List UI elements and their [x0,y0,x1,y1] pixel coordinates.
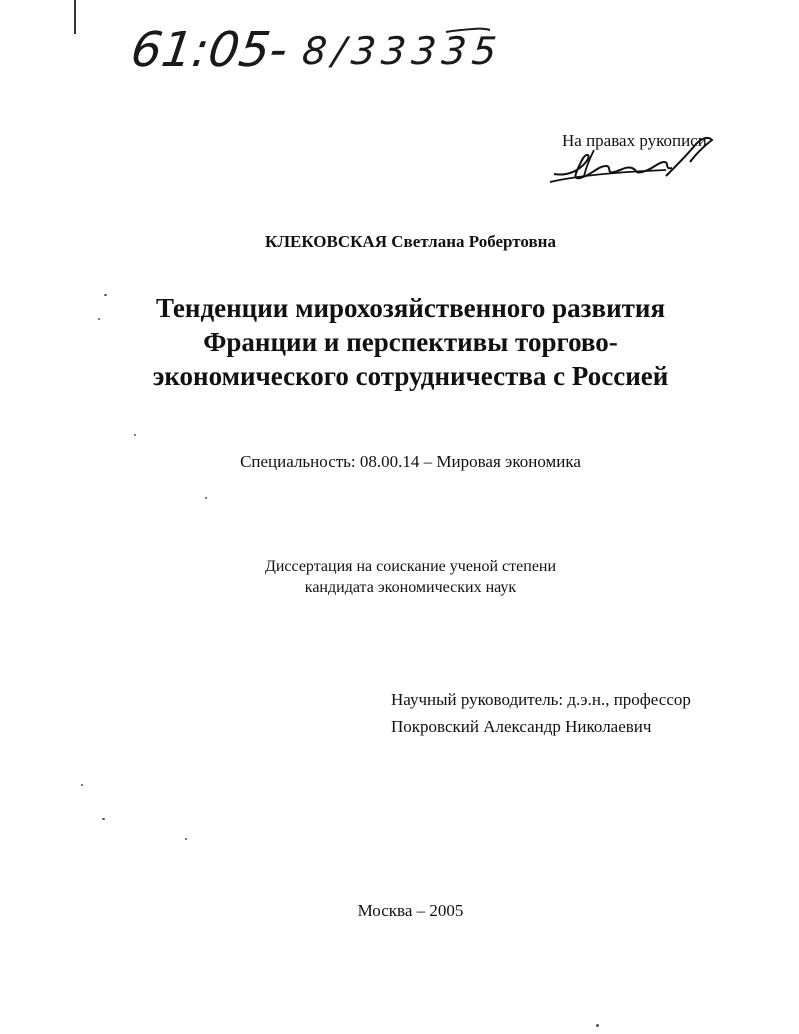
scan-speck [185,838,187,840]
archive-code-part1: 61:05- [127,22,292,78]
specialty: Специальность: 08.00.14 – Мировая экономика [240,452,581,471]
supervisor-title: Научный руководитель: д.э.н., профессор [391,690,691,709]
city-year: Москва – 2005 [357,901,464,920]
thesis-title-line: экономического сотрудничества с Россией [152,361,669,391]
scan-speck [98,318,100,320]
degree-line: кандидата экономических наук [304,579,517,596]
supervisor-name: Покровский Александр Николаевич [391,717,652,736]
scan-speck [104,294,107,296]
scan-speck [102,818,105,820]
scan-speck [205,497,207,499]
author-name: КЛЕКОВСКАЯ Светлана Робертовна [265,232,556,251]
handwritten-signature [546,132,726,194]
margin-mark [74,0,76,34]
scan-speck [596,1024,599,1027]
signature-stroke-under [550,170,666,182]
archive-code-part2: 8/33335 [300,29,505,73]
thesis-title [0,291,799,393]
scan-speck [81,784,83,786]
signature-stroke-main [554,155,672,178]
archive-code-drawing [127,18,505,78]
degree-statement [0,556,799,598]
scientific-supervisor [391,686,691,740]
rights-note: На правах рукописи [562,131,707,150]
scan-speck [134,434,136,436]
thesis-title-line: Франции и перспективы торгово- [203,327,618,357]
thesis-title-line: Тенденции мирохозяйственного развития [155,293,666,323]
signature-stroke-tail [666,138,712,176]
signature-drawing [546,132,726,194]
archive-code-handwritten [127,18,505,78]
degree-line: Диссертация на соискание ученой степени [264,558,557,575]
